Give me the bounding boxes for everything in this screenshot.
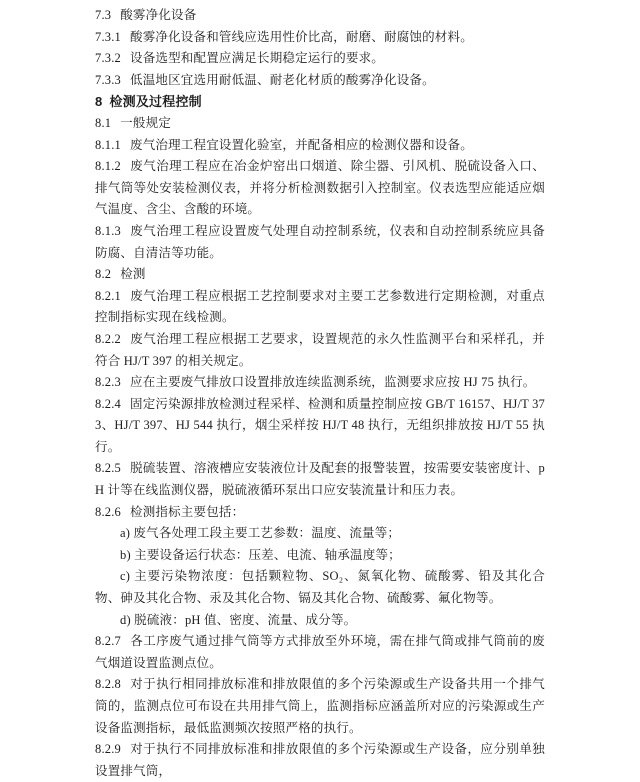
- list-item-a: [95, 523, 545, 545]
- clause-8-2-4: [95, 394, 545, 459]
- clause-8-1-3: [95, 221, 545, 264]
- clause-8-2-6: [95, 502, 545, 524]
- chapter-title-8: [95, 91, 545, 113]
- clause-number: 8.2.8: [95, 677, 121, 692]
- list-item-text: b) 主要设备运行状态：压差、电流、轴承温度等；: [120, 547, 401, 562]
- list-item-text: a) 废气各处理工段主要工艺参数：温度、流量等；: [120, 526, 401, 541]
- clause-number: 7.3: [95, 8, 112, 22]
- clause-8-2-5: [95, 458, 545, 501]
- clause-7-3-2: [95, 48, 545, 70]
- clause-text: 设备选型和配置应满足长期稳定运行的要求。: [130, 51, 385, 66]
- clause-number: 8.2.1: [95, 288, 121, 303]
- clause-8-2-3: [95, 372, 545, 394]
- clause-number: 7.3.1: [95, 29, 121, 44]
- clause-text: 废气治理工程应设置废气处理自动控制系统，仪表和自动控制系统应具备防腐、自清洁等功能。: [95, 223, 545, 260]
- clause-number: 8.2.3: [95, 375, 121, 390]
- clause-number: 8.2.7: [95, 634, 121, 649]
- list-item-text: c) 主要污染物浓度：包括颗粒物、SO₂、氮氧化物、硫酸雾、铅及其化合物、砷及其化合物、汞及其化合物、镉及其化合物、硫酸雾、氟化物等。: [95, 569, 545, 606]
- clause-text: 检测: [120, 267, 146, 282]
- list-item-c: [95, 566, 545, 609]
- list-item-d: [95, 610, 545, 632]
- clause-text: 检测指标主要包括：: [130, 504, 245, 519]
- list-item-b: [95, 545, 545, 567]
- clause-text: 废气治理工程应在冶金炉窑出口烟道、除尘器、引风机、脱硫设备入口、排气筒等处安装检测仪表，并将分析检测数据引入控制室。仪表选型应能适应烟气温度、含尘、含酸的环境。: [95, 159, 545, 217]
- clause-text: 各工序废气通过排气筒等方式排放至外环境，需在排气筒或排气筒前的废气烟道设置监测点位。: [95, 634, 545, 670]
- clause-number: 8.2.4: [95, 396, 121, 411]
- clause-text: 废气治理工程宜设置化验室，并配备相应的检测仪器和设备。: [130, 137, 473, 152]
- clause-number: 8.1.1: [95, 137, 121, 152]
- clause-text: 固定污染源排放检测过程采样、检测和质量控制应按 GB/T 16157、HJ/T 373、HJ/T 397、HJ 544 执行，烟尘采样按 HJ/T 48 执行，无组织排放按 HJ/T 55 执行。: [95, 396, 545, 454]
- clause-text: 对于执行相同排放标准和排放限值的多个污染源或生产设备共用一个排气筒的，监测点位可布设在共用排气筒上，监测指标应涵盖所对应的污染源或生产设备监测指标，最低监测频次按照严格的执行。: [95, 677, 545, 735]
- clause-number: 8.1.2: [95, 159, 121, 174]
- clause-number: 8.1.3: [95, 223, 121, 238]
- clause-text: 废气治理工程应根据工艺控制要求对主要工艺参数进行定期检测，对重点控制指标实现在线检测。: [95, 288, 545, 325]
- clause-text: 脱硫装置、溶液槽应安装液位计及配套的报警装置，按需要安装密度计、pH 计等在线监测仪器，脱硫液循环泵出口应安装流量计和压力表。: [95, 461, 545, 498]
- clause-text: 废气治理工程应根据工艺要求，设置规范的永久性监测平台和采样孔，并符合 HJ/T 397 的相关规定。: [95, 331, 545, 368]
- clause-number: 7.3.3: [95, 72, 121, 87]
- clause-8-2-2: [95, 329, 545, 372]
- clause-number: 8.2.2: [95, 331, 121, 346]
- clause-8-1-1: [95, 135, 545, 157]
- chapter-number: 8: [95, 94, 103, 110]
- clause-8-2-9: [95, 739, 545, 782]
- list-item-text: d) 脱硫液：pH 值、密度、流量、成分等。: [120, 612, 357, 627]
- clause-7-3-1: [95, 27, 545, 49]
- clause-7-3-3: [95, 70, 545, 92]
- clause-text: 一般规定: [120, 115, 172, 130]
- clause-number: 8.2.5: [95, 461, 121, 476]
- clause-text: 对于执行不同排放标准和排放限值的多个污染源或生产设备，应分别单独设置排气筒，: [95, 742, 545, 778]
- clause-text: 低温地区宜选用耐低温、耐老化材质的酸雾净化设备。: [130, 72, 435, 87]
- clause-text: 酸雾净化设备和管线应选用性价比高，耐磨、耐腐蚀的材料。: [130, 29, 473, 44]
- clause-8-2-1: [95, 286, 545, 329]
- clause-8-2-8: [95, 674, 545, 739]
- section-title-8-2: [95, 264, 545, 286]
- section-title-8-1: [95, 113, 545, 135]
- clause-number: 8.1: [95, 115, 112, 130]
- section-title-7-3: [95, 5, 545, 27]
- clause-8-2-7: [95, 631, 545, 674]
- chapter-text: 检测及过程控制: [109, 94, 202, 110]
- clause-text: 酸雾净化设备: [120, 8, 197, 22]
- clause-number: 7.3.2: [95, 51, 121, 66]
- clause-number: 8.2: [95, 267, 112, 282]
- clause-text: 应在主要废气排放口设置排放连续监测系统，监测要求应按 HJ 75 执行。: [130, 375, 536, 390]
- clause-number: 8.2.9: [95, 742, 121, 757]
- clause-8-1-2: [95, 156, 545, 221]
- clause-number: 8.2.6: [95, 504, 121, 519]
